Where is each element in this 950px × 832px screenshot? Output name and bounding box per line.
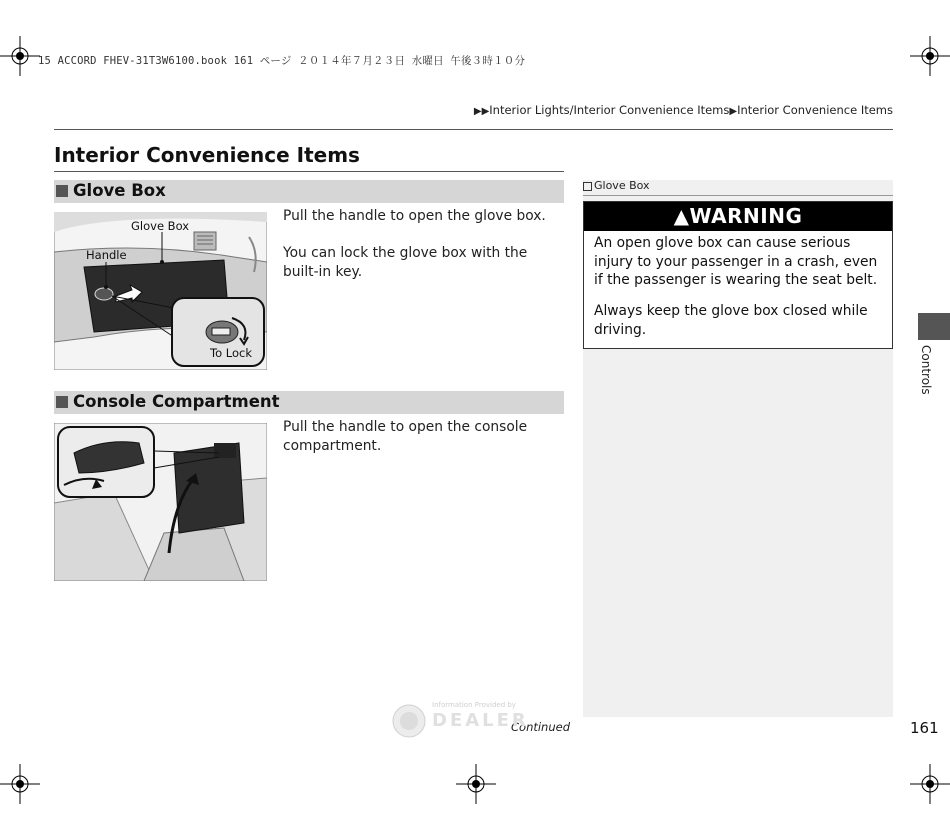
warning-header [584,202,892,231]
section-square-icon [56,185,68,197]
breadcrumb-part2: Interior Convenience Items [737,103,893,117]
arrow-icon: ▶ [729,106,738,117]
section-heading-console [54,391,564,414]
registration-mark [456,764,496,804]
figure-label-glove-box: Glove Box [131,219,190,233]
print-header: 15 ACCORD FHEV-31T3W6100.book 161 ページ ２０１４年７月２３日 水曜日 午後３時１０分 [38,55,526,67]
note-reference-icon [583,182,592,191]
registration-mark [0,764,40,804]
section-title: Console Compartment [73,392,280,411]
dealer-watermark-logo [392,700,552,740]
warning-title: WARNING [689,204,803,228]
registration-mark [910,36,950,76]
section-heading-glove-box [54,180,564,203]
section-title: Glove Box [73,181,166,200]
glove-box-text [283,207,563,282]
figure-label-to-lock: To Lock [210,346,252,360]
section-tab [918,313,950,340]
breadcrumb [474,103,893,117]
svg-text:DEALER: DEALER [432,710,529,731]
title-rule [54,171,564,172]
svg-text:Information Provided by: Information Provided by [432,701,516,709]
side-tab-label: Controls [919,345,933,395]
console-illustration [54,423,267,581]
warning-triangle-icon: ▲ [673,204,690,228]
warning-paragraph: An open glove box can cause serious injury to your passenger in a crash, even if the passenger is wearing the seat belt. [594,235,878,288]
breadcrumb-part1: Interior Lights/Interior Convenience Items [489,103,730,117]
continued-label: Continued [511,720,571,734]
warning-paragraph: Always keep the glove box closed while driving. [594,303,868,338]
warning-box [583,201,893,349]
registration-mark [910,764,950,804]
note-title: Glove Box [594,179,650,192]
console-text: Pull the handle to open the console compartment. [283,419,528,454]
paragraph: You can lock the glove box with the built-in key. [283,245,528,280]
double-arrow-icon: ▶▶ [473,106,490,117]
top-rule [54,129,893,130]
page-title: Interior Convenience Items [54,143,360,167]
page-number: 161 [910,719,939,737]
figure-label-handle: Handle [86,248,127,262]
paragraph: Pull the handle to open the glove box. [283,208,546,224]
section-square-icon [56,396,68,408]
sidebar-note-heading [583,180,893,196]
registration-mark [0,36,40,76]
